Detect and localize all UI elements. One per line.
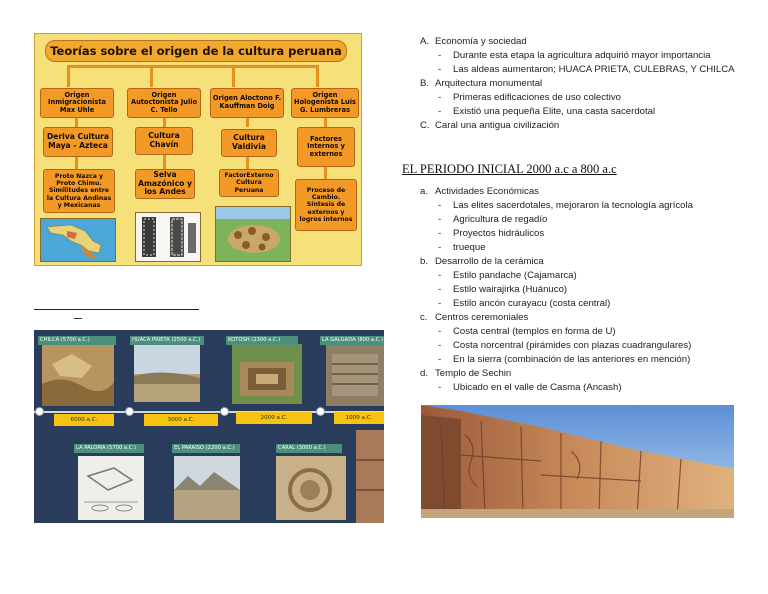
theory-box-aloctono: Origen Aloctono F. Kauffman Doig — [210, 88, 284, 118]
connector-line — [67, 65, 70, 87]
consequence-box-valdivia: Cultura Valdivia — [221, 129, 277, 157]
outline-item: Estilo pandache (Cajamarca) — [453, 270, 577, 281]
connector-line — [232, 65, 235, 87]
timeline-node — [220, 407, 229, 416]
consequence-box-maya: Deriva Cultura Maya - Azteca — [43, 127, 113, 157]
timeline-node — [35, 407, 44, 416]
outline-item: Costa central (templos en forma de U) — [453, 326, 616, 337]
outline-item: Proyectos hidráulicos — [453, 228, 545, 239]
bullet-dash: - — [438, 382, 442, 393]
theory-box-hologenista: Origen Hologenista Luis G. Lumbreras — [291, 88, 359, 118]
timeline-label-la-paloma: LA PALOMA (5700 a.C.) — [74, 444, 144, 453]
timeline-year: 2000 a.C. — [236, 412, 312, 424]
outline-item: Agricultura de regadío — [453, 214, 548, 225]
outline-item: Costa norcentral (pirámides con plazas cuadrangulares) — [453, 340, 692, 351]
theory-box-autoctonista: Origen Autoctonista Julio C. Tello — [127, 88, 201, 118]
outline-item: Ubicado en el valle de Casma (Ancash) — [453, 382, 622, 393]
bullet-dash: - — [438, 106, 442, 117]
section-heading-periodo-inicial: EL PERIODO INICIAL 2000 a.c a 800 a.c — [402, 162, 617, 176]
bullet-dash: - — [438, 200, 442, 211]
bullet-dash: - — [438, 242, 442, 253]
timeline-axis — [34, 411, 384, 413]
outline-letter-c-lower: c. — [420, 312, 428, 323]
bullet-dash: - — [438, 284, 442, 295]
timeline-label-chilca: CHILCA (5700 a.C.) — [38, 336, 116, 345]
bullet-dash: - — [438, 326, 442, 337]
outline-item: trueque — [453, 242, 486, 253]
outline-letter-d-lower: d. — [420, 368, 429, 379]
el-paraiso-photo — [174, 456, 240, 520]
outline-letter-b: B. — [420, 78, 430, 89]
detail-box-selva: Selva Amazónico y los Andes — [135, 169, 195, 199]
outline-item: Existió una pequeña Elite, una casta sacerdotal — [453, 106, 656, 117]
bullet-dash: - — [438, 64, 442, 75]
connector-line — [163, 155, 166, 169]
outline-item: Durante esta etapa la agricultura adquirió mayor importancia — [453, 50, 711, 61]
timeline-node — [125, 407, 134, 416]
connector-line — [75, 118, 78, 127]
timeline-label-huaca-prieta: HUACA PRIETA (2500 a.C.) — [130, 336, 204, 345]
bullet-dash: - — [438, 270, 442, 281]
la-paloma-photo — [78, 456, 144, 520]
kotosh-photo — [232, 344, 302, 404]
diagram-title: Teorías sobre el origen de la cultura peruana — [45, 40, 347, 62]
connector-line — [316, 65, 319, 87]
outline-title-ceramica: Desarrollo de la cerámica — [435, 256, 544, 267]
theory-box-inmigracionista: Origen Inmigracionista Max Uhle — [40, 88, 114, 118]
connector-line — [150, 65, 153, 87]
caral-photo — [276, 456, 346, 520]
side-photo — [356, 430, 384, 523]
timeline-label-kotosh: KOTOSH (2300 a.C.) — [226, 336, 298, 345]
outline-title-centros: Centros ceremoniales — [435, 312, 529, 323]
chavin-stela-image — [135, 212, 201, 262]
consequence-box-factores: Factores Internos y externos — [297, 127, 355, 167]
timeline-year: 1000 a.C. — [334, 412, 384, 424]
bullet-dash: - — [438, 298, 442, 309]
outline-item: Primeras edificaciones de uso colectivo — [453, 92, 621, 103]
outline-title-sechin: Templo de Sechin — [435, 368, 512, 379]
outline-item: Las aldeas aumentaron; HUACA PRIETA, CULEBRAS, Y CHILCA — [453, 64, 735, 75]
detail-box-proto-nazca: Proto Nazca y Proto Chimu. Similitudes entre la Cultura Andinas y Mexicanas — [43, 169, 115, 213]
timeline-node — [316, 407, 325, 416]
blank-line — [34, 309, 199, 310]
detail-box-factor-externo: FactorExterno Cultura Peruana — [219, 169, 279, 197]
timeline-label-el-paraiso: EL PARAISO (2200 a.C.) — [172, 444, 240, 453]
timeline-label-la-galgada: LA GALGADA (800 a.C.) — [322, 337, 384, 343]
blank-mark — [74, 318, 82, 319]
connector-line — [246, 118, 249, 127]
detail-box-proceso: Proceso de Cambio. Síntesis de externos y logros internos — [295, 179, 357, 231]
outline-letter-c: C. — [420, 120, 430, 131]
mesoamerica-map-image — [40, 218, 116, 262]
origin-theories-diagram — [34, 33, 362, 266]
outline-item: En la sierra (combinación de las anteriores en mención) — [453, 354, 691, 365]
bullet-dash: - — [438, 50, 442, 61]
outline-item: Las elites sacerdotales, mejoraron la tecnología agrícola — [453, 200, 693, 211]
bullet-dash: - — [438, 228, 442, 239]
timeline-label-caral: CARAL (3000 a.C.) — [276, 444, 342, 453]
connector-line — [324, 167, 327, 179]
sechin-temple-photo — [421, 405, 734, 518]
connector-line — [75, 157, 78, 169]
outline-letter-b-lower: b. — [420, 256, 429, 267]
outline-item: Estilo ancón curayacu (costa central) — [453, 298, 611, 309]
outline-title-actividades: Actividades Económicas — [435, 186, 539, 197]
huaca-prieta-photo — [134, 344, 200, 402]
valdivia-settlement-image — [215, 206, 291, 262]
bullet-dash: - — [438, 214, 442, 225]
chilca-photo — [42, 344, 114, 406]
connector-line — [246, 157, 249, 169]
la-galgada-photo — [326, 344, 384, 406]
outline-title-economia: Economía y sociedad — [435, 36, 527, 47]
outline-title-arquitectura: Arquitectura monumental — [435, 78, 543, 89]
consequence-box-chavin: Cultura Chavín — [135, 127, 193, 155]
outline-title-caral: Caral una antigua civilización — [435, 120, 560, 131]
connector-line — [324, 118, 327, 127]
outline-item: Estilo wairajirka (Huánuco) — [453, 284, 568, 295]
archaic-sites-timeline — [34, 330, 384, 523]
timeline-year: 3000 a.C. — [144, 414, 218, 426]
bullet-dash: - — [438, 354, 442, 365]
bullet-dash: - — [438, 92, 442, 103]
outline-letter-a-lower: a. — [420, 186, 429, 197]
connector-line — [163, 118, 166, 127]
bullet-dash: - — [438, 340, 442, 351]
outline-letter-a: A. — [420, 36, 430, 47]
connector-line — [67, 65, 319, 68]
timeline-year: 6000 a.C. — [54, 414, 114, 426]
